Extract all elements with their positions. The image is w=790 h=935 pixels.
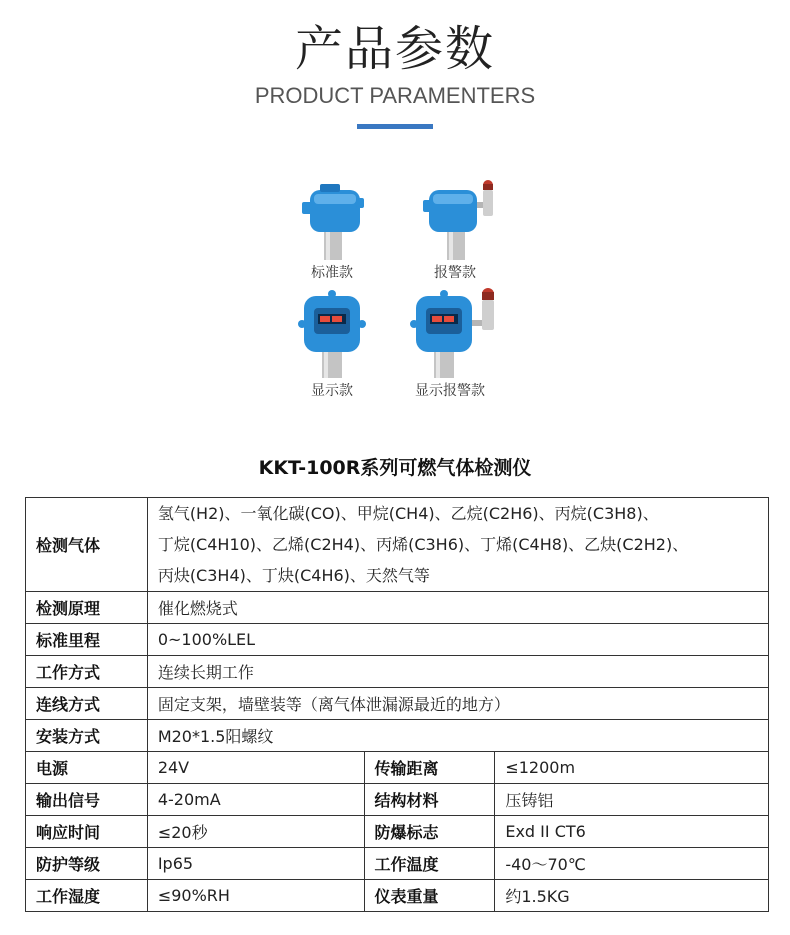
spec-value: 4-20mA	[147, 784, 364, 816]
table-row	[26, 784, 769, 816]
spec-value: 0~100%LEL	[147, 624, 768, 656]
spec-value: 固定支架，墙壁装等（离气体泄漏源最近的地方）	[147, 688, 768, 720]
gas-line: 丁烷(C4H10)、乙烯(C2H4)、丙烯(C3H6)、丁烯(C4H8)、乙炔(C2H2)、	[157, 535, 689, 554]
spec-key: 仪表重量	[364, 880, 495, 912]
spec-value: ≤1200m	[495, 752, 769, 784]
product-caption: 标准款	[311, 265, 353, 281]
spec-key: 传输距离	[364, 752, 495, 784]
table-title: KKT-100R系列可燃气体检测仪	[258, 457, 532, 479]
gas-detector-display-icon	[292, 288, 372, 378]
product-caption: 报警款	[434, 265, 476, 281]
spec-value: 压铸铝	[495, 784, 769, 816]
table-row	[26, 880, 769, 912]
spec-value: Ip65	[147, 848, 364, 880]
product-caption: 显示款	[311, 383, 353, 399]
table-row	[26, 848, 769, 880]
spec-key: 检测气体	[26, 498, 148, 592]
spec-table	[25, 497, 769, 912]
table-row	[26, 688, 769, 720]
spec-key: 防护等级	[26, 848, 148, 880]
gas-line: 丙炔(C3H4)、丁炔(C4H6)、天然气等	[157, 566, 430, 585]
spec-key: 工作湿度	[26, 880, 148, 912]
page-subtitle: PRODUCT PARAMENTERS	[254, 83, 536, 108]
spec-key: 电源	[26, 752, 148, 784]
table-row	[26, 752, 769, 784]
gas-detector-standard-icon	[292, 180, 372, 260]
product-alarm	[385, 180, 525, 282]
table-row	[26, 624, 769, 656]
spec-key: 防爆标志	[364, 816, 495, 848]
product-standard	[262, 180, 402, 282]
product-caption: 显示报警款	[415, 383, 485, 399]
spec-value: ≤90%RH	[147, 880, 364, 912]
spec-value: 连续长期工作	[147, 656, 768, 688]
spec-key: 检测原理	[26, 592, 148, 624]
table-row	[26, 498, 769, 592]
spec-key: 结构材料	[364, 784, 495, 816]
spec-key: 响应时间	[26, 816, 148, 848]
table-row	[26, 656, 769, 688]
spec-value: 24V	[147, 752, 364, 784]
spec-key: 安装方式	[26, 720, 148, 752]
gas-detector-display-alarm-icon	[400, 288, 500, 378]
page-title: 产品参数	[294, 21, 495, 77]
spec-value: -40～70℃	[495, 848, 769, 880]
gas-detector-alarm-icon	[415, 180, 495, 260]
spec-value: 约1.5KG	[495, 880, 769, 912]
spec-value: M20*1.5阳螺纹	[147, 720, 768, 752]
table-row	[26, 720, 769, 752]
spec-key: 工作温度	[364, 848, 495, 880]
table-row	[26, 816, 769, 848]
spec-key: 连线方式	[26, 688, 148, 720]
spec-key: 输出信号	[26, 784, 148, 816]
spec-value-gases	[147, 498, 768, 592]
spec-key: 标准里程	[26, 624, 148, 656]
table-row	[26, 592, 769, 624]
spec-value: Exd II CT6	[495, 816, 769, 848]
spec-value: ≤20秒	[147, 816, 364, 848]
title-divider	[357, 124, 433, 129]
spec-value: 催化燃烧式	[147, 592, 768, 624]
gas-line: 氢气(H2)、一氧化碳(CO)、甲烷(CH4)、乙烷(C2H6)、丙烷(C3H8)、	[157, 504, 659, 523]
product-display-alarm	[380, 288, 520, 400]
spec-key: 工作方式	[26, 656, 148, 688]
